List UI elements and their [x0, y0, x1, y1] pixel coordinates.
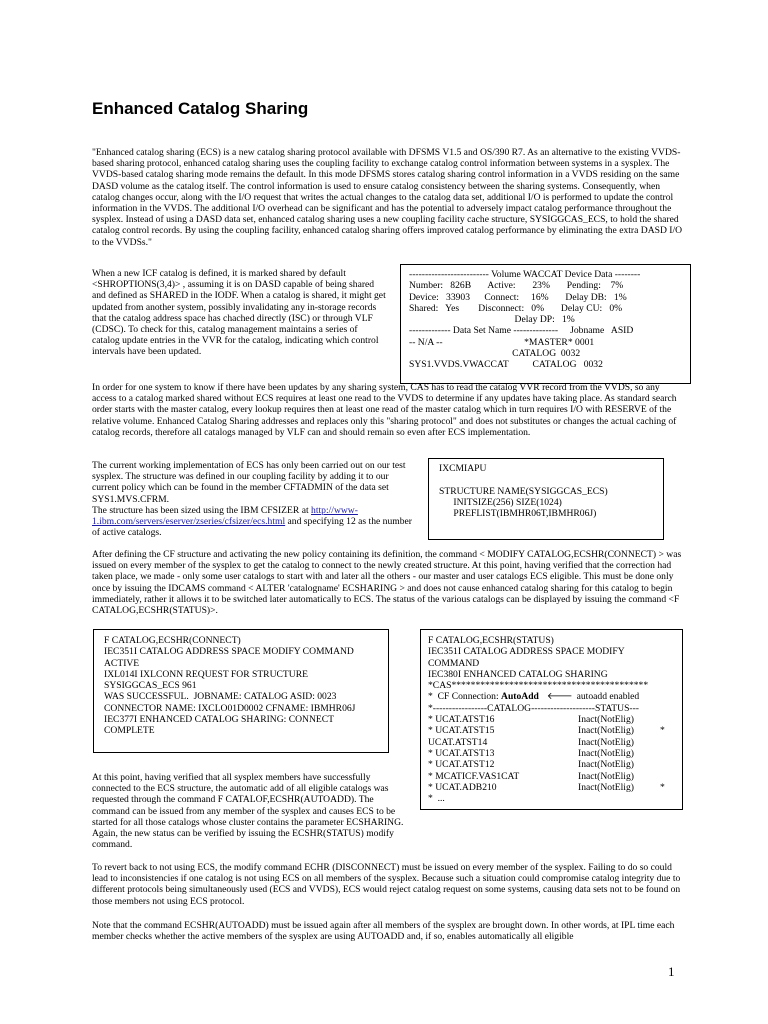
volume-data-line: ------------------------- Volume WACCAT Device Data --------	[409, 269, 641, 280]
autoadd-paragraph: At this point, having verified that all sysplex members have successfully connected to the ECS structure, the automatic add of all eligible catalogs was requested through the command F CATALOF,ECSHR(AUTOADD). The command can be issued from any member of the sysplex and causes ECS to be started for all those catalogs whose cluster contains the parameter ECSHARING. Again, the new status can be verified by issuing the ECSHR(STATUS) modify command.	[92, 772, 404, 851]
catalog-status-row	[428, 759, 675, 770]
page-number: 1	[668, 964, 675, 979]
ixcmiapu-lines	[439, 463, 653, 519]
catalog-name: * UCAT.ATST16	[428, 714, 495, 726]
connect-output-line: IXL014I IXLCONN REQUEST FOR STRUCTURE	[104, 668, 308, 680]
volume-data-line: Device: 33903 Connect: 16% Delay DB: 1%	[409, 291, 627, 303]
ixcmiapu-line	[439, 474, 653, 485]
catalog-name: * MCATICF.VAS1CAT	[428, 770, 520, 782]
catalog-name: UCAT.ATST14	[428, 736, 488, 748]
status-header-line: *CAS*****************************************	[428, 680, 649, 692]
status-header-line: IEC351I CATALOG ADDRESS SPACE MODIFY	[428, 646, 625, 658]
note-paragraph: Note that the command ECSHR(AUTOADD) must be issued again after all members of the sysplex are brought down. In other words, at IPL time each member checks whether the active members of the sysplex are using AUTOADD and, if so, enables automatically all eligible	[92, 920, 675, 943]
ixcmiapu-line: PREFLIST(IBMHR06T,IBMHR06J)	[439, 508, 597, 520]
connect-output-box	[93, 629, 389, 753]
connect-output-line: SYSIGGCAS_ECS 961	[104, 680, 197, 692]
connect-output-line: F CATALOG,ECSHR(CONNECT)	[104, 635, 241, 646]
ixcmiapu-line: INITSIZE(256) SIZE(1024)	[439, 496, 562, 508]
cf-connection-value: AutoAdd	[501, 691, 539, 703]
status-header-line: IEC380I ENHANCED CATALOG SHARING	[428, 668, 608, 680]
catalog-name: * UCAT.ATST12	[428, 759, 495, 771]
status-header-lines	[428, 635, 675, 691]
page-title: Enhanced Catalog Sharing	[92, 99, 309, 118]
status-header-line: COMMAND	[428, 657, 480, 669]
intro-paragraph: "Enhanced catalog sharing (ECS) is a new catalog sharing protocol available with DFSMS V1.5 and OS/390 R7. As an alternative to the existing VVDS-based sharing protocol, enhanced catalog sharing uses the coupling facility to exchange catalog control information between systems in a sysplex. The VVDS-based catalog sharing mode remains the default. In this mode DFSMS stores catalog sharing control information in a VVDS residing on the same DASD volume as the catalog itself. The control information is used to ensure catalog consistency between the sharing systems. Consequently, when catalog changes occur, along with the I/O request that writes the actual changes to the catalog data set, additional I/O is performed to update the control information in the VVDS. The additional I/O overhead can be significant and has the potential to adversely impact catalog performance throughout the sysplex. Instead of using a DASD data set, enhanced catalog sharing uses a new coupling facility cache structure, SYSIGGCAS_ECS, to hold the shared catalog control records. By using the coupling facility, enhanced catalog sharing offers improved catalog performance by eliminating the extra DASD I/O to the VVDSs."	[92, 147, 683, 248]
catalog-name: * UCAT.ATST15	[428, 725, 495, 737]
catalog-mark: *	[660, 781, 665, 793]
cfsizer-link[interactable]: http://www-1.ibm.com/servers/eserver/zseries/cfsizer/ecs.html	[92, 504, 358, 528]
catalog-status: Inact(NotElig)	[578, 714, 634, 726]
catalog-status: Inact(NotElig)	[578, 759, 634, 771]
after-define-paragraph: After defining the CF structure and activating the new policy containing its definition, the command < MODIFY CATALOG,ECSHR(CONNECT) > was issued on every member of the sysplex to get the catalog to connect to the newly created structure. At this point, having verified that the correction had taken place, we made - only some user catalogs to start with and later all the others - our master and user catalogs ECS eligible. This must be done only once by issuing the IDCAMS command < ALTER 'catalogname' ECSHARING > and does not cause enhanced catalog sharing for this catalog to begin immediately, rather it allows it to be switched later automatically to ECS. The status of the various catalogs can be displayed by issuing the command <F CATALOG,ECSHR(STATUS)>.	[92, 549, 682, 617]
connect-output-line: IEC377I ENHANCED CATALOG SHARING: CONNECT	[104, 714, 335, 726]
sharing-paragraph: When a new ICF catalog is defined, it is marked shared by default <SHROPTIONS(3,4)> , assuming it is on DASD capable of being shared and defined as SHARED in the IODF. When a catalog is shared, it might get updated from another system, possibly invalidating any in-storage records that the catalog address space has chached directly (ISC) or through VLF (CDSC). To check for this, catalog management maintains a series of catalog update entries in the VVR for the catalog, indicating which control intervals have been updated.	[92, 268, 386, 358]
cf-connection-label: * CF Connection:	[428, 691, 502, 703]
catalog-table-header: *-----------------CATALOG--------------------STATUS---	[428, 702, 640, 714]
catalog-status-row	[428, 771, 675, 782]
order-paragraph: In order for one system to know if there have been updates by any sharing system, CAS has to read the catalog VVR record from the VVDS, so any access to a catalog marked shared without ECS requires at least one read to the VVDS to determine if any updates have taking place. As standard search order starts with the master catalog, every lookup requires then at least one read of the master catalog which in turn requires I/O with RESERVE of the relative volume. Enhanced Catalog Sharing addresses and replaces only this "sharing protocol" and does not substitutes or changes the actual caching of catalog records, therefore all catalogs managed by VLF can and should remain so even after ECS implementation.	[92, 382, 677, 438]
implementation-text-1: The current working implementation of ECS has only been carried out on our test sysplex. The structure was defined in our coupling facility by adding it to our current policy which can be found in the member CFTADMIN of the data set SYS1.MVS.CFRM.	[92, 460, 406, 505]
volume-data-line: SYS1.VVDS.VWACCAT CATALOG 0032	[409, 359, 603, 371]
connect-output-line: WAS SUCCESSFUL. JOBNAME: CATALOG ASID: 0023	[104, 691, 337, 703]
connect-output-lines	[104, 635, 378, 737]
catalog-status-row	[428, 782, 675, 793]
implementation-text-3: and specifying 12 as the number of active catalogs.	[92, 516, 412, 539]
volume-data-line: -- N/A -- *MASTER* 0001	[409, 336, 595, 348]
connect-output-line: COMPLETE	[104, 725, 155, 737]
volume-data-line: ------------- Data Set Name -------------- Jobname ASID	[409, 325, 634, 337]
revert-paragraph: To revert back to not using ECS, the modify command ECHR (DISCONNECT) must be issued on every member of the sysplex. Failing to do so could lead to inconsistencies if one catalog is not using ECS on all members of the sysplex. Because such a situation could compromise catalog integrity due to different protocols being simultaneously used (ECS and VVDS), ECS would reject catalog request on some systems, causing data sets not to be found on those members not using ECS protocol.	[92, 862, 681, 907]
ixcmiapu-line: IXCMIAPU	[439, 463, 487, 474]
volume-data-line: CATALOG 0032	[409, 348, 581, 360]
catalog-status: Inact(NotElig)	[578, 725, 634, 737]
volume-data-lines	[409, 269, 682, 371]
catalog-status: Inact(NotElig)	[578, 747, 634, 759]
volume-data-line: Number: 826B Active: 23% Pending: 7%	[409, 280, 624, 292]
volume-data-line: Delay DP: 1%	[409, 314, 575, 326]
catalog-status: Inact(NotElig)	[578, 770, 634, 782]
connect-output-line: IEC351I CATALOG ADDRESS SPACE MODIFY COMMAND	[104, 646, 354, 658]
volume-data-box	[400, 264, 691, 384]
catalog-status-row	[428, 748, 675, 759]
connect-output-line: ACTIVE	[104, 657, 140, 669]
catalog-status-row	[428, 714, 675, 725]
catalog-status-row	[428, 725, 675, 736]
volume-data-line: Shared: Yes Disconnect: 0% Delay CU: 0%	[409, 302, 623, 314]
implementation-paragraph	[92, 460, 412, 538]
catalog-status: Inact(NotElig)	[578, 781, 634, 793]
cf-connection-line	[428, 691, 675, 702]
status-header-line: F CATALOG,ECSHR(STATUS)	[428, 635, 554, 646]
cf-connection-note: autoadd enabled	[576, 691, 640, 703]
ixcmiapu-box	[428, 458, 664, 540]
implementation-text-2: The structure has been sized using the IBM CFSIZER at	[92, 504, 312, 516]
catalog-status-row	[428, 737, 675, 748]
catalog-name: * UCAT.ADB210	[428, 781, 497, 793]
ixcmiapu-line: STRUCTURE NAME(SYSIGGCAS_ECS)	[439, 485, 608, 497]
connect-output-line: CONNECTOR NAME: IXCLO01D0002 CFNAME: IBMHR06J	[104, 702, 356, 714]
catalog-status: Inact(NotElig)	[578, 736, 634, 748]
catalog-mark: *	[660, 725, 665, 737]
catalog-status-rows	[428, 714, 675, 793]
catalog-name: * UCAT.ATST13	[428, 747, 495, 759]
left-arrow-icon: 🡐	[546, 691, 573, 703]
status-ellipsis: * ...	[428, 793, 445, 805]
status-output-box	[420, 629, 683, 810]
